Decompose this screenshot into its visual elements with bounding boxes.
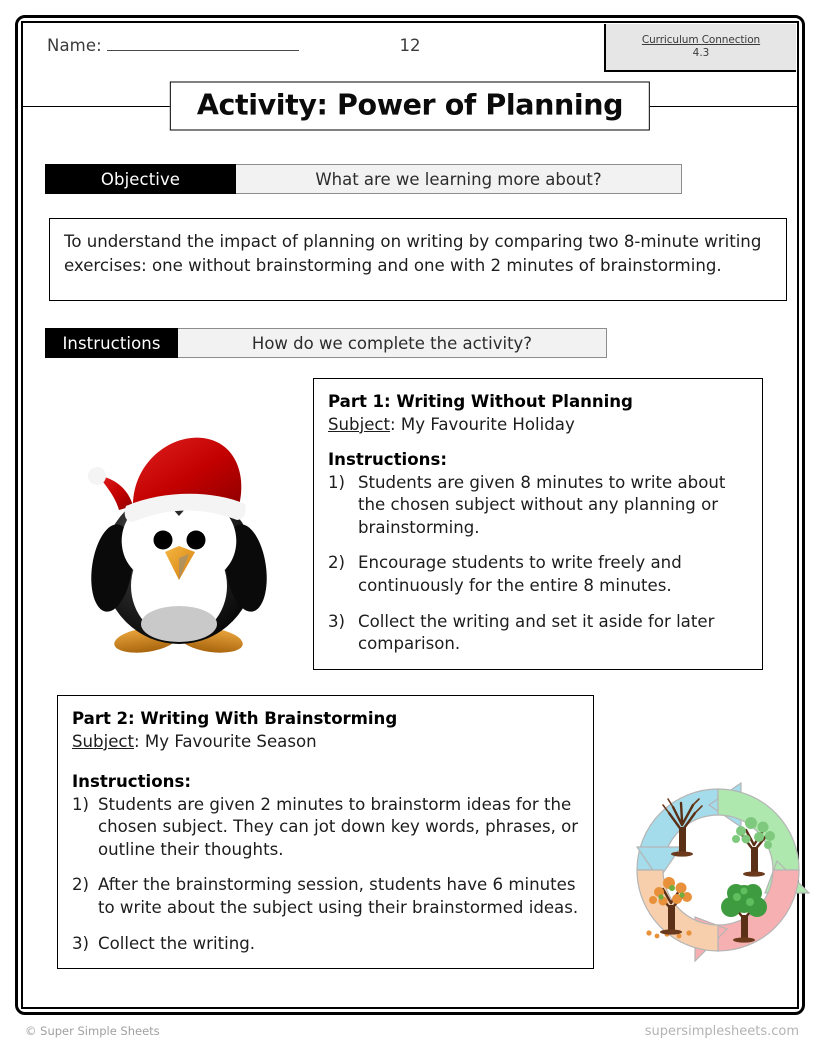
penguin-belly-shadow — [141, 606, 217, 642]
season-arrow-autumn — [637, 870, 718, 951]
instructions-tab — [45, 328, 178, 358]
part1-step-list — [328, 472, 748, 656]
part2-box — [57, 695, 594, 969]
step-number: 1) — [72, 794, 90, 814]
page-footer — [15, 1024, 805, 1048]
part2-subject-value: : My Favourite Season — [134, 731, 317, 751]
objective-question-text: What are we learning more about? — [315, 169, 602, 189]
curriculum-connection-badge — [604, 24, 796, 72]
penguin-eye-left — [154, 531, 173, 550]
worksheet-page — [21, 21, 799, 1009]
instructions-question-strip — [178, 328, 607, 358]
footer-website[interactable]: supersimplesheets.com — [644, 1024, 799, 1039]
part2-title: Part 2: Writing With Brainstorming — [72, 709, 398, 728]
objective-body-text: To understand the impact of planning on writing by comparing two 8-minute writing exercises: one without brainstorming and one with 2 minutes of brainstorming. — [64, 232, 762, 275]
part2-step — [72, 794, 579, 862]
part1-title: Part 1: Writing Without Planning — [328, 392, 633, 411]
objective-section-header — [45, 164, 682, 194]
step-text: Students are given 8 minutes to write about the chosen subject without any planning or brainstorming. — [358, 472, 726, 537]
instructions-question-text: How do we complete the activity? — [251, 333, 533, 353]
objective-tab — [45, 164, 236, 194]
penguin-svg — [71, 418, 301, 673]
step-number: 3) — [328, 611, 346, 631]
part2-subject-label: Subject — [72, 731, 135, 751]
objective-tab-label: Objective — [100, 169, 181, 189]
step-number: 2) — [328, 553, 346, 573]
step-text: Collect the writing and set it aside for later comparison. — [358, 611, 715, 654]
step-text: Collect the writing. — [98, 933, 256, 953]
curriculum-connection-code: 4.3 — [692, 47, 710, 59]
step-number: 1) — [328, 472, 346, 492]
name-label-text: Name: — [47, 36, 102, 55]
step-text: Students are given 2 minutes to brainstorm ideas for the chosen subject. They can jot down key words, phrases, or outline their thoughts. — [98, 794, 579, 859]
step-text: After the brainstorming session, students have 6 minutes to write about the subject using their brainstormed ideas. — [98, 875, 579, 917]
part2-step — [72, 933, 579, 956]
footer-copyright: © Super Simple Sheets — [25, 1024, 160, 1038]
part1-subject-label: Subject — [328, 414, 391, 434]
instructions-section-header — [45, 328, 607, 358]
penguin-eye-right — [187, 531, 206, 550]
curriculum-connection-title: Curriculum Connection — [641, 33, 761, 46]
part1-step — [328, 611, 748, 656]
part1-subject-value: : My Favourite Holiday — [390, 414, 575, 434]
santa-hat-pompom — [88, 467, 106, 485]
worksheet-page-border — [15, 15, 805, 1015]
part1-subject — [328, 414, 748, 436]
step-number: 3) — [72, 933, 90, 953]
title-band — [23, 75, 797, 137]
part2-step — [72, 874, 579, 919]
page-title: Activity: Power of Planning — [196, 88, 624, 122]
instructions-tab-label: Instructions — [62, 333, 161, 353]
part1-step — [328, 472, 748, 540]
page-header — [23, 23, 797, 75]
objective-body-box — [49, 218, 787, 301]
part2-step-list — [72, 794, 579, 955]
seasons-svg — [623, 775, 813, 965]
objective-question-strip — [236, 164, 682, 194]
four-seasons-cycle-icon — [623, 775, 813, 965]
part1-box — [313, 378, 763, 670]
page-number: 12 — [399, 36, 421, 55]
part1-instructions-label: Instructions: — [328, 450, 447, 470]
part2-instructions-label: Instructions: — [72, 772, 191, 792]
penguin-santa-hat-icon — [71, 418, 301, 673]
activity-title-box — [170, 82, 650, 131]
part2-subject — [72, 731, 579, 753]
step-text: Encourage students to write freely and continuously for the entire 8 minutes. — [358, 553, 682, 595]
part1-step — [328, 552, 748, 597]
step-number: 2) — [72, 875, 90, 895]
